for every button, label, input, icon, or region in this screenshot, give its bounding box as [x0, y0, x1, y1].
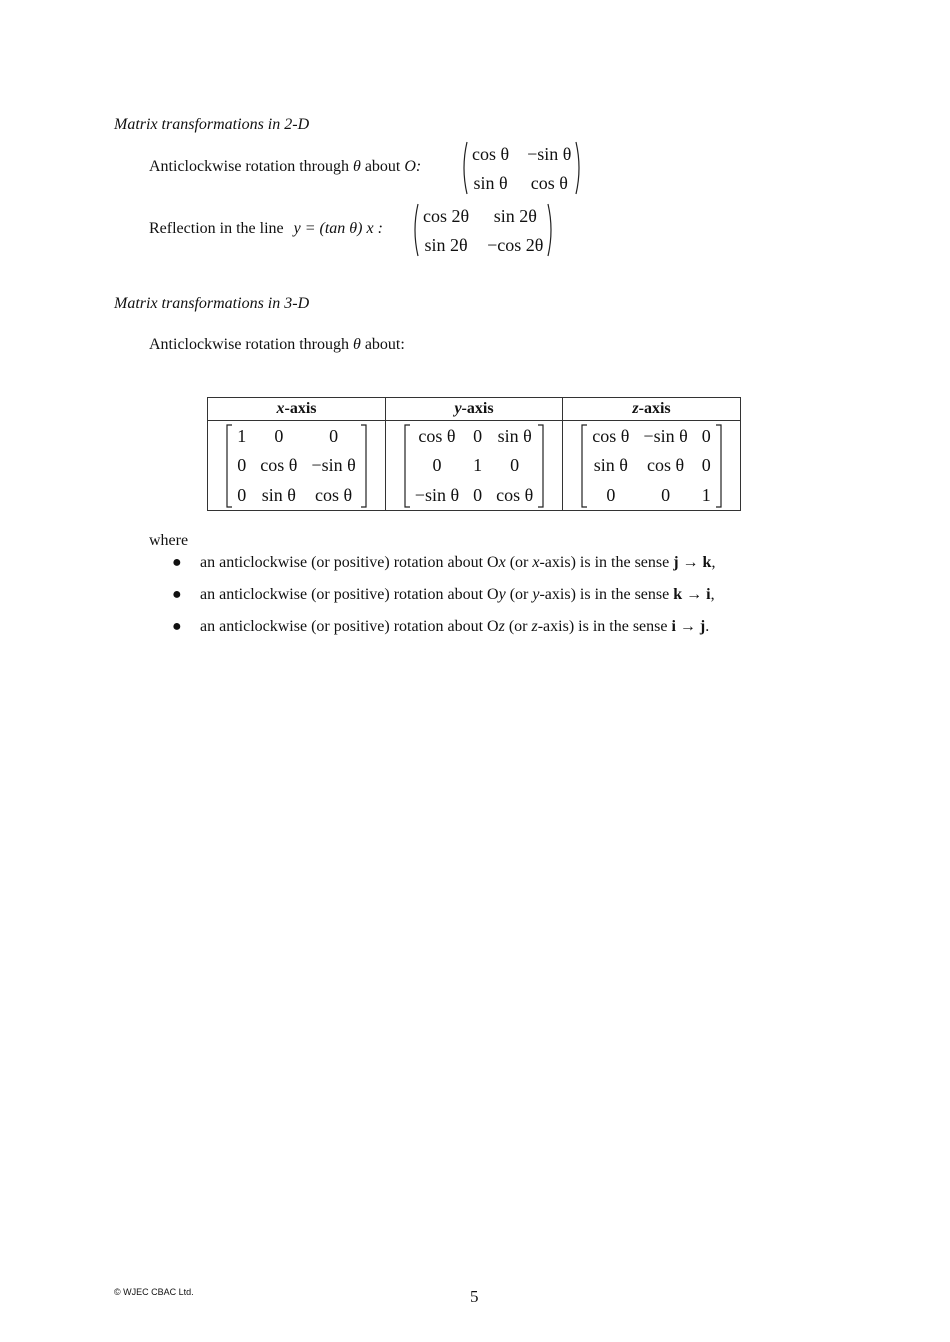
- page-number: 5: [470, 1287, 479, 1306]
- matrix-cell: sin 2θ: [493, 205, 537, 226]
- matrix-cell: 0: [329, 426, 339, 447]
- matrix-cell: 0: [432, 455, 442, 476]
- x-axis-matrix-cell: [208, 421, 386, 511]
- reflection-equation: y = (tan θ) x :: [293, 220, 383, 237]
- intro-text: Anticlockwise rotation through: [149, 336, 349, 353]
- theta-symbol: θ: [352, 336, 361, 353]
- matrix-cell: −sin θ: [414, 484, 460, 505]
- origin-symbol: O:: [404, 158, 422, 175]
- rotation-label-text: Anticlockwise rotation through: [149, 158, 349, 175]
- rotation-2d-matrix: [460, 141, 583, 195]
- list-item: ● an anticlockwise (or positive) rotation about Oy (or y-axis) is in the sense k → i,: [172, 584, 715, 616]
- heading-2d: Matrix transformations in 2-D: [114, 116, 310, 133]
- matrix-cell: cos θ: [315, 484, 353, 505]
- rotation-3d-intro: [149, 336, 405, 354]
- reflection-2d-label: [149, 220, 383, 238]
- matrix-cell: sin θ: [261, 484, 296, 505]
- matrix-cell: 0: [473, 426, 483, 447]
- list-item: ● an anticlockwise (or positive) rotation about Oz (or z-axis) is in the sense i → j.: [172, 616, 715, 648]
- matrix-cell: cos θ: [592, 426, 630, 447]
- matrix-cell: cos 2θ: [423, 205, 470, 226]
- list-item: ● an anticlockwise (or positive) rotation about Ox (or x-axis) is in the sense j → k,: [172, 552, 715, 584]
- bullet-icon: ●: [172, 554, 182, 571]
- rotation-sense-list: [172, 552, 715, 648]
- matrix-cell: 0: [473, 484, 483, 505]
- matrix-cell: sin θ: [593, 455, 628, 476]
- matrix-cell: sin 2θ: [424, 234, 468, 255]
- matrix-cell: 0: [701, 455, 711, 476]
- matrix-cell: 0: [237, 455, 247, 476]
- z-axis-matrix-cell: [563, 421, 741, 511]
- theta-symbol: θ: [352, 158, 361, 175]
- reflection-label-text: Reflection in the line: [149, 220, 284, 237]
- header-x-axis: x-axis: [208, 398, 386, 421]
- rotation-2d-label: [149, 158, 421, 176]
- y-axis-matrix-cell: [386, 421, 563, 511]
- rotation-3d-table: [207, 397, 741, 511]
- matrix-cell: 0: [701, 426, 711, 447]
- bullet-icon: ●: [172, 586, 182, 603]
- matrix-cell: cos θ: [496, 484, 534, 505]
- matrix-cell: 1: [473, 455, 483, 476]
- bullet-icon: ●: [172, 618, 182, 635]
- matrix-cell: 0: [237, 484, 247, 505]
- about-text: about:: [364, 336, 405, 353]
- matrix-cell: cos θ: [472, 143, 510, 164]
- matrix-cell: 0: [606, 484, 616, 505]
- matrix-cell: sin θ: [473, 172, 508, 193]
- where-label: where: [149, 532, 189, 549]
- copyright: © WJEC CBAC Ltd.: [114, 1287, 194, 1297]
- matrix-cell: cos θ: [647, 455, 685, 476]
- header-y-axis: y-axis: [386, 398, 563, 421]
- matrix-cell: 0: [661, 484, 671, 505]
- matrix-cell: −cos 2θ: [487, 234, 544, 255]
- heading-3d: Matrix transformations in 3-D: [114, 295, 310, 312]
- about-text: about: [364, 158, 401, 175]
- header-z-axis: z-axis: [563, 398, 741, 421]
- matrix-cell: 0: [274, 426, 284, 447]
- matrix-cell: cos θ: [418, 426, 456, 447]
- matrix-cell: 1: [701, 484, 711, 505]
- matrix-cell: −sin θ: [311, 455, 356, 476]
- matrix-cell: 1: [237, 426, 247, 447]
- matrix-cell: −sin θ: [527, 143, 572, 164]
- reflection-2d-matrix: [411, 203, 555, 257]
- matrix-cell: −sin θ: [643, 426, 688, 447]
- matrix-cell: 0: [510, 455, 520, 476]
- matrix-cell: cos θ: [530, 172, 568, 193]
- matrix-cell: cos θ: [260, 455, 298, 476]
- matrix-cell: sin θ: [497, 426, 532, 447]
